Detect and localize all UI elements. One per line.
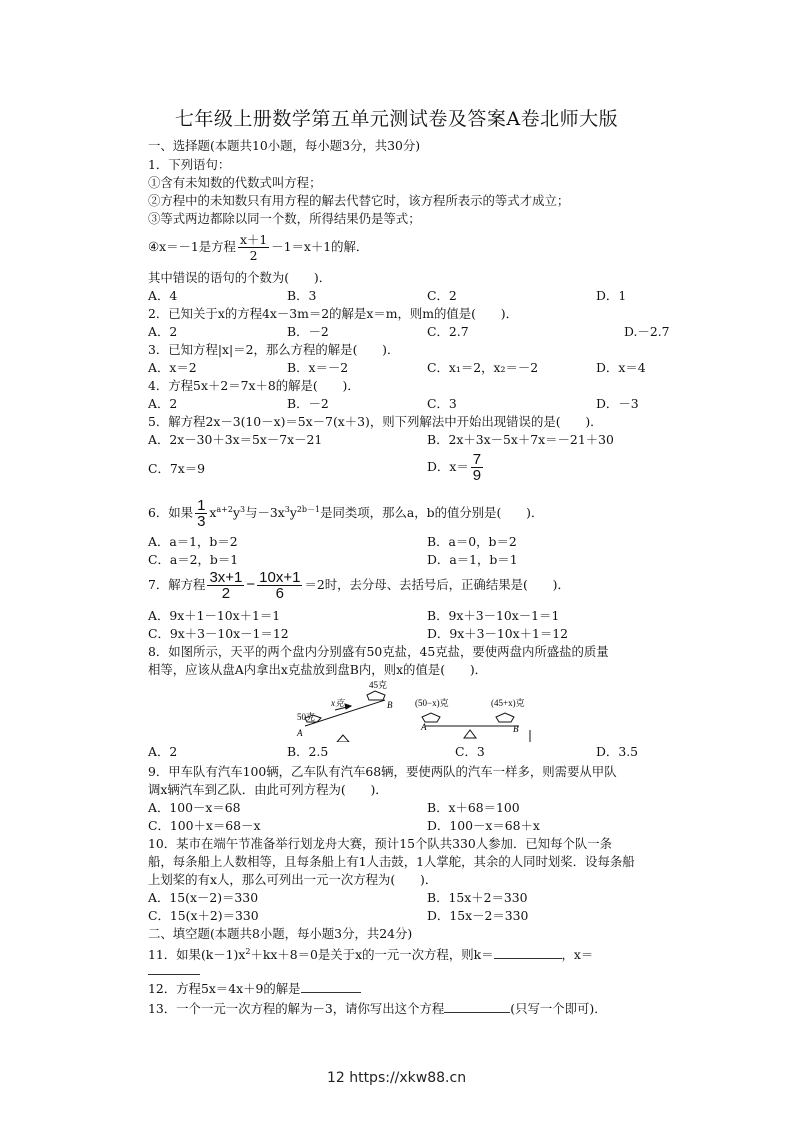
label-a: A bbox=[421, 722, 427, 732]
question-stem: 1．下列语句： bbox=[148, 157, 231, 172]
text: ④x＝－1是方程 bbox=[148, 239, 236, 254]
option: D．15x－2＝330 bbox=[427, 908, 529, 923]
denominator: 3 bbox=[197, 512, 206, 530]
exponent: 2 bbox=[245, 947, 251, 956]
pan-b bbox=[496, 713, 514, 722]
text: x bbox=[209, 505, 217, 521]
denominator: 2 bbox=[221, 584, 231, 602]
question-stem: 5．解方程2x－3(10－x)＝5x－7(x＋3)，则下列解法中开始出现错误的是( )． bbox=[148, 414, 603, 429]
option: C．3 bbox=[427, 396, 457, 411]
option: C．2.7 bbox=[427, 324, 469, 339]
section-heading: 二、填空题(本题共8小题，每小题3分，共24分) bbox=[148, 926, 413, 941]
statement: ②方程中的未知数只有用方程的解去代替它时，该方程所表示的等式才成立； bbox=[148, 193, 570, 208]
label-50-x: (50−x)克 bbox=[415, 698, 449, 708]
option: B．－2 bbox=[287, 324, 329, 339]
question-stem: 8．如图所示，天平的两个盘内分别盛有50克盐，45克盐，要使两盘内所盛盐的质量 bbox=[148, 644, 609, 659]
denominator: 2 bbox=[249, 247, 258, 263]
question-stem: 10．某市在端午节准备举行划龙舟大赛，预计15个队共330人参加．已知每个队一条 bbox=[148, 836, 613, 851]
text: y bbox=[289, 505, 297, 521]
label-b: B bbox=[513, 724, 519, 734]
label-45g: 45克 bbox=[369, 680, 388, 690]
denominator: 6 bbox=[275, 584, 284, 602]
balance-figure bbox=[285, 678, 545, 742]
numerator: x＋1 bbox=[239, 231, 268, 247]
exponent: 2b－1 bbox=[296, 505, 321, 514]
option: C．2 bbox=[427, 288, 457, 303]
option: A．2 bbox=[148, 396, 178, 411]
question-stem: 4．方程5x＋2＝7x＋8的解是( )． bbox=[148, 378, 360, 393]
option: D．1 bbox=[596, 288, 627, 303]
option: B．2x＋3x－5x＋7x＝－21＋30 bbox=[427, 432, 614, 447]
text: (只写一个即可)． bbox=[510, 1001, 607, 1016]
option: A．x＝2 bbox=[148, 360, 197, 375]
option: D．a＝1，b＝1 bbox=[427, 552, 518, 567]
text: 13．一个一元一次方程的解为－3，请你写出这个方程 bbox=[148, 1001, 445, 1016]
fraction bbox=[207, 568, 244, 602]
fulcrum bbox=[464, 730, 476, 738]
arrow-head bbox=[345, 704, 351, 709]
label-b: B bbox=[387, 700, 393, 710]
answer-blank[interactable] bbox=[444, 1000, 510, 1013]
section-heading: 一、选择题(本题共10小题，每小题3分，共30分) bbox=[148, 138, 421, 153]
answer-blank[interactable] bbox=[494, 946, 562, 959]
text: 与－3x bbox=[245, 505, 285, 521]
option: A．4 bbox=[148, 288, 178, 303]
label-x: x克 bbox=[331, 698, 344, 708]
option: B．－2 bbox=[287, 396, 329, 411]
exponent: a+2 bbox=[216, 505, 233, 514]
exponent: 3 bbox=[239, 505, 246, 514]
numerator: 3x+1 bbox=[209, 568, 243, 586]
label-50g: 50克 bbox=[297, 712, 316, 722]
text: ＝2时，去分母、去括号后，正确结果是( )． bbox=[304, 577, 570, 592]
question-stem bbox=[148, 944, 593, 963]
option: D.－2.7 bbox=[624, 324, 670, 339]
option: A．2x－30＋3x＝5x－7x－21 bbox=[148, 432, 323, 447]
text: 7．解方程 bbox=[148, 577, 206, 592]
answer-blank[interactable] bbox=[148, 962, 200, 975]
option: D．－3 bbox=[596, 396, 639, 411]
numerator: 7 bbox=[472, 450, 482, 468]
text: D．x＝ bbox=[427, 459, 469, 474]
option: D．3.5 bbox=[596, 744, 639, 759]
option: B．9x＋3－10x－1＝1 bbox=[427, 608, 560, 623]
option: B．3 bbox=[287, 288, 317, 303]
minus-sign: − bbox=[246, 576, 256, 593]
text: 11．如果(k－1)x bbox=[148, 947, 246, 963]
option: B．x＋68＝100 bbox=[427, 800, 520, 815]
option: A．2 bbox=[148, 744, 178, 759]
statement bbox=[148, 232, 368, 263]
option: C．a＝2，b＝1 bbox=[148, 552, 239, 567]
pan-b bbox=[367, 691, 385, 700]
question-stem: 上划桨的有x人，那么可列出一元一次方程为( )． bbox=[148, 872, 438, 887]
exponent: 3 bbox=[284, 505, 290, 514]
question-ask: 其中错误的语句的个数为( )． bbox=[148, 270, 332, 285]
text: 6．如果 bbox=[148, 505, 194, 521]
text: ＋kx＋8＝0是关于x的一元一次方程，则k＝ bbox=[250, 947, 494, 963]
question-stem: 2．已知关于x的方程4x－3m＝2的解是x＝m，则m的值是( )． bbox=[148, 306, 519, 321]
option: C．3 bbox=[455, 744, 485, 759]
option: A．9x＋1－10x＋1＝1 bbox=[148, 608, 281, 623]
option: B．2.5 bbox=[287, 744, 329, 759]
option: B．a＝0，b＝2 bbox=[427, 534, 517, 549]
answer-blank[interactable] bbox=[301, 980, 361, 993]
option: D．9x＋3－10x＋1＝12 bbox=[427, 626, 569, 641]
option: D．x＝4 bbox=[596, 360, 646, 375]
option: A．2 bbox=[148, 324, 178, 339]
option bbox=[427, 452, 485, 483]
page-footer: 12 https://xkw88.cn bbox=[326, 1070, 467, 1086]
option: A．100－x＝68 bbox=[148, 800, 241, 815]
fraction bbox=[257, 568, 302, 602]
label-45-x: (45+x)克 bbox=[491, 698, 525, 708]
option: B．x＝－2 bbox=[287, 360, 349, 375]
question-stem: 9．甲车队有汽车100辆，乙车队有汽车68辆，要使两队的汽车一样多，则需要从甲队 bbox=[148, 764, 617, 779]
question-stem: 相等，应该从盘A内拿出x克盐放到盘B内，则x的值是( )． bbox=[148, 662, 488, 677]
fulcrum bbox=[337, 735, 349, 742]
numerator: 1 bbox=[197, 496, 206, 514]
option: A．a＝1，b＝2 bbox=[148, 534, 238, 549]
fraction bbox=[471, 450, 483, 484]
text: y bbox=[232, 505, 240, 521]
option: C．9x＋3－10x－1＝12 bbox=[148, 626, 289, 641]
option: C．15(x＋2)＝330 bbox=[148, 908, 259, 923]
question-stem bbox=[148, 570, 570, 601]
statement: ①含有未知数的代数式叫方程； bbox=[148, 175, 322, 190]
option: A．15(x－2)＝330 bbox=[148, 890, 259, 905]
statement: ③等式两边都除以同一个数，所得结果仍是等式； bbox=[148, 211, 421, 226]
pan-a bbox=[422, 713, 440, 722]
option: B．15x＋2＝330 bbox=[427, 890, 528, 905]
question-stem: 船，每条船上人数相等，且每条船上有1人击鼓，1人掌舵，其余的人同时划桨．设每条船 bbox=[148, 854, 635, 869]
denominator: 9 bbox=[472, 466, 482, 484]
question-stem bbox=[148, 1000, 607, 1017]
answer-line bbox=[148, 962, 200, 979]
fraction bbox=[195, 496, 207, 530]
option: C．100＋x＝68－x bbox=[148, 818, 261, 833]
question-stem: 3．已知方程|x|＝2，那么方程的解是( )． bbox=[148, 342, 400, 357]
fraction bbox=[238, 233, 269, 263]
option: C．7x＝9 bbox=[148, 461, 206, 476]
option: D．100－x＝68＋x bbox=[427, 818, 540, 833]
question-stem bbox=[148, 980, 361, 997]
text: －1＝x＋1的解． bbox=[271, 239, 369, 254]
text: ，x＝ bbox=[561, 947, 594, 963]
option: C．x₁＝2，x₂＝－2 bbox=[427, 360, 539, 375]
page-title: 七年级上册数学第五单元测试卷及答案A卷北师大版 bbox=[174, 108, 619, 130]
label-a: A bbox=[297, 728, 303, 738]
text: 是同类项，那么a，b的值分别是( )． bbox=[320, 505, 544, 521]
numerator: 10x+1 bbox=[259, 568, 301, 586]
question-stem bbox=[148, 495, 543, 529]
text: 12．方程5x＝4x＋9的解是 bbox=[148, 981, 301, 996]
question-stem: 调x辆汽车到乙队．由此可列方程为( )． bbox=[148, 782, 388, 797]
